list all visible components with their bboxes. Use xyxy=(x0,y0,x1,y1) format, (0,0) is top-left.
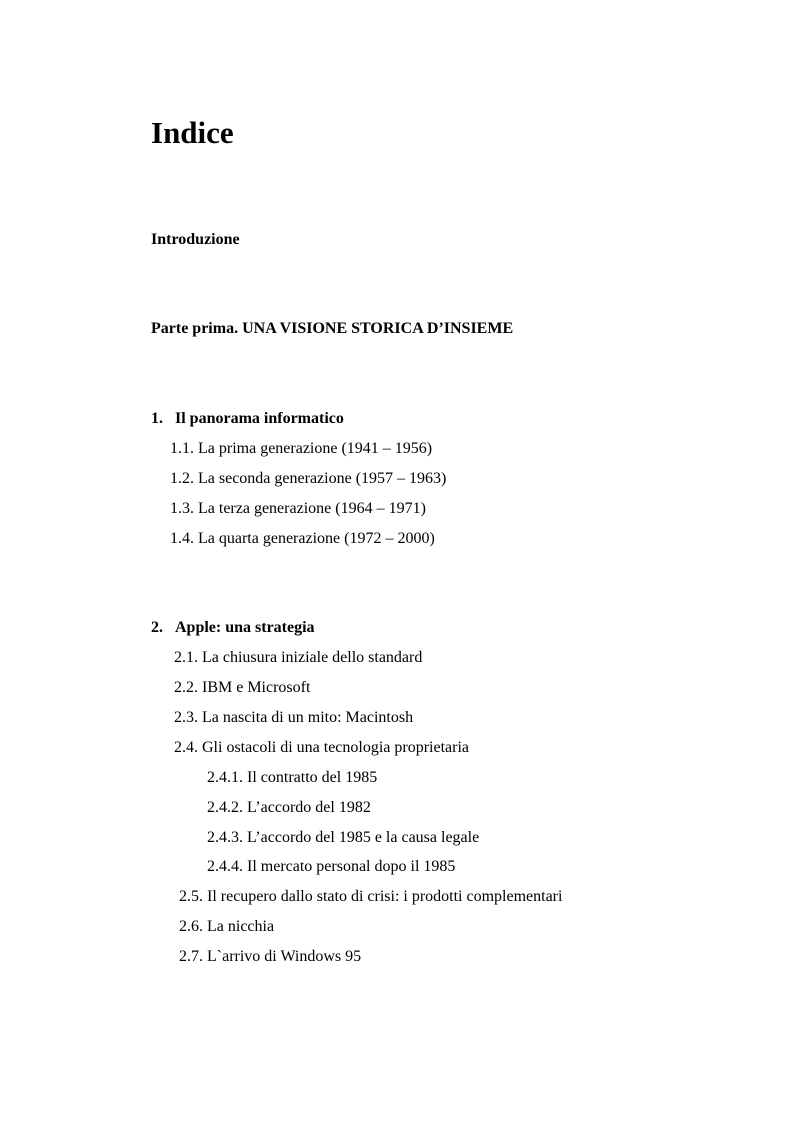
toc-entry: 2.6. La nicchia xyxy=(179,918,275,935)
chapter-title: Apple: una strategia xyxy=(175,619,315,636)
toc-subentry: 2.4.2. L’accordo del 1982 xyxy=(207,799,371,816)
toc-entry: 1.3. La terza generazione (1964 – 1971) xyxy=(170,500,426,517)
toc-entry: 1.4. La quarta generazione (1972 – 2000) xyxy=(170,530,435,547)
toc-entry: 2.3. La nascita di un mito: Macintosh xyxy=(174,709,414,726)
toc-part-one: Parte prima. UNA VISIONE STORICA D’INSIEME xyxy=(151,320,514,337)
toc-entry: 2.1. La chiusura iniziale dello standard xyxy=(174,649,423,666)
toc-subentry: 2.4.3. L’accordo del 1985 e la causa legale xyxy=(207,829,480,846)
toc-entry: 2.5. Il recupero dallo stato di crisi: i prodotti complementari xyxy=(179,888,563,905)
toc-subentry: 2.4.1. Il contratto del 1985 xyxy=(207,769,378,786)
toc-entry: 2.4. Gli ostacoli di una tecnologia proprietaria xyxy=(174,739,470,756)
toc-entry: 2.2. IBM e Microsoft xyxy=(174,679,311,696)
chapter-number: 1. xyxy=(151,410,163,427)
toc-chapter-2 xyxy=(151,620,315,636)
chapter-number: 2. xyxy=(151,619,163,636)
toc-entry: 2.7. L`arrivo di Windows 95 xyxy=(179,948,362,965)
toc-chapter-1 xyxy=(151,411,344,427)
toc-introduction: Introduzione xyxy=(151,231,240,248)
page-title: Indice xyxy=(151,115,234,150)
toc-subentry: 2.4.4. Il mercato personal dopo il 1985 xyxy=(207,858,456,875)
toc-entry: 1.2. La seconda generazione (1957 – 1963) xyxy=(170,470,447,487)
chapter-title: Il panorama informatico xyxy=(175,410,344,427)
toc-entry: 1.1. La prima generazione (1941 – 1956) xyxy=(170,440,433,457)
